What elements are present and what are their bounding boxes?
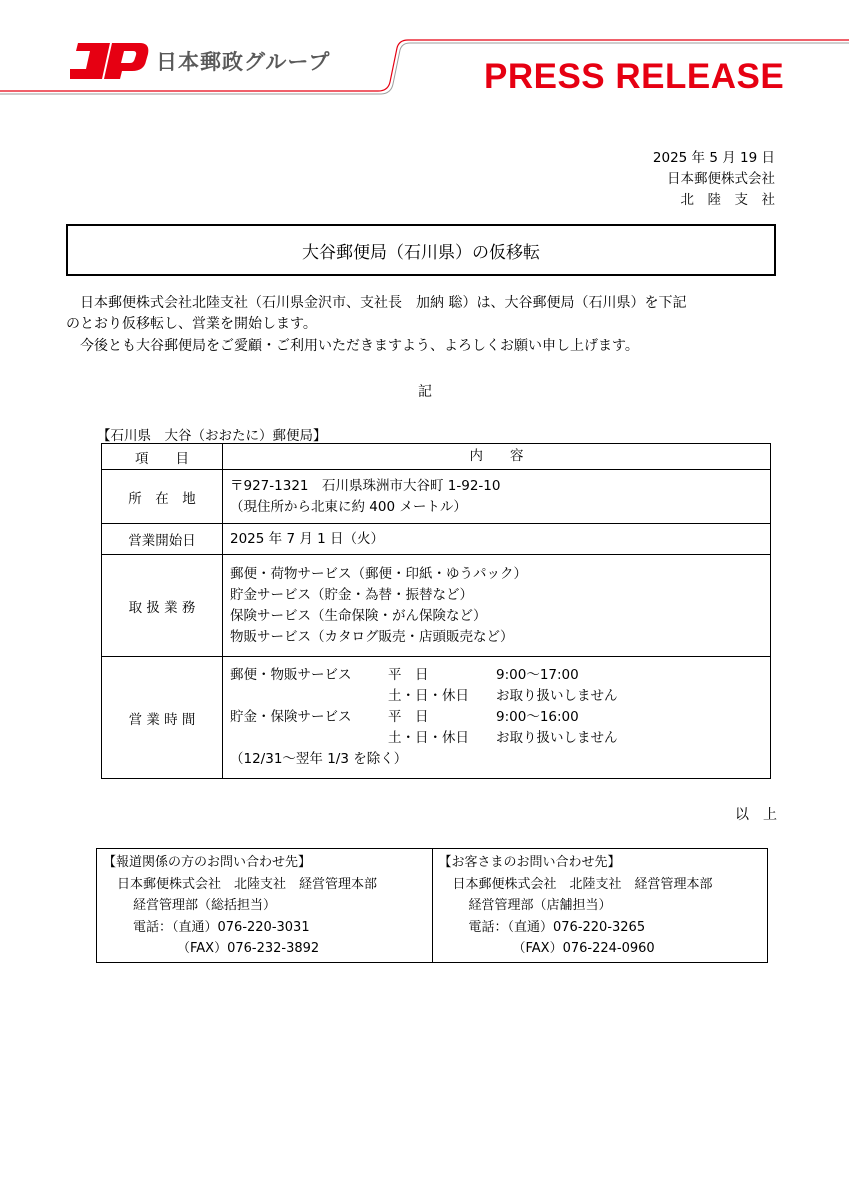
logo-text: 日本郵政グループ [156, 50, 331, 74]
contact-heading: 【報道関係の方のお問い合わせ先】 [103, 855, 312, 870]
ki-mark: 記 [418, 384, 432, 400]
hours-service: 郵便・物販サービス [230, 667, 352, 683]
header-item: 項 目 [102, 444, 223, 470]
table-row-start [102, 524, 771, 555]
hours-row [230, 665, 770, 686]
contact-tel: 電話：（直通）076-220-3265 [468, 919, 646, 935]
service-item: 貯金サービス（貯金・為替・振替など） [230, 586, 473, 603]
japan-post-group-logo [66, 40, 330, 82]
hours-time: お取り扱いしません [496, 688, 618, 704]
address-note: （現住所から北東に約 400 メートル） [230, 498, 467, 515]
document-title [66, 224, 776, 276]
body-line-3: 今後とも大谷郵便局をご愛顧・ご利用いただきますよう、よろしくお願い申し上げます。 [80, 338, 639, 354]
contact-fax: （FAX）076-224-0960 [512, 941, 655, 956]
table-caption: 【石川県 大谷（おおたに）郵便局】 [97, 428, 327, 444]
contact-dept: 経営管理部（総括担当） [133, 898, 277, 913]
document-title-text: 大谷郵便局（石川県）の仮移転 [302, 242, 540, 263]
service-item: 郵便・荷物サービス（郵便・印紙・ゆうパック） [230, 565, 527, 582]
label-address: 所 在 地 [102, 470, 223, 524]
table-header-row [102, 444, 771, 470]
contact-dept: 経営管理部（店舗担当） [468, 898, 612, 913]
contact-press [97, 849, 432, 962]
hours-time: お取り扱いしません [496, 730, 618, 746]
branch-name: 北 陸 支 社 [680, 192, 775, 208]
address-line: 〒927-1321 石川県珠洲市大谷町 1-92-10 [230, 477, 501, 494]
contact-org: 日本郵便株式会社 北陸支社 経営管理本部 [117, 876, 378, 892]
hours-time: 9:00～17:00 [496, 667, 579, 683]
service-item: 保険サービス（生命保険・がん保険など） [230, 607, 487, 624]
hours-day: 土・日・休日 [388, 730, 469, 746]
table-row-hours [102, 657, 771, 779]
hours-note: （12/31～翌年 1/3 を除く） [230, 751, 408, 767]
header-content: 内 容 [223, 444, 771, 470]
label-services: 取 扱 業 務 [102, 555, 223, 657]
label-start-date: 営業開始日 [102, 524, 223, 555]
label-hours: 営 業 時 間 [102, 657, 223, 779]
value-hours [223, 657, 771, 779]
value-start-date: 2025 年 7 月 1 日（火） [223, 524, 771, 555]
hours-day: 平 日 [388, 667, 429, 683]
body-line-1: 日本郵便株式会社北陸支社（石川県金沢市、支社長 加納 聡）は、大谷郵便局（石川県）を下記 [80, 295, 687, 311]
contact-org: 日本郵便株式会社 北陸支社 経営管理本部 [452, 876, 713, 892]
value-address [223, 470, 771, 524]
hours-service [230, 728, 388, 749]
value-services [223, 555, 771, 657]
table-row-services [102, 555, 771, 657]
contact-fax: （FAX）076-232-3892 [177, 941, 320, 956]
contact-tel: 電話：（直通）076-220-3031 [133, 919, 310, 935]
hours-service: 貯金・保険サービス [230, 709, 352, 725]
table-row-address [102, 470, 771, 524]
body-line-2: のとおり仮移転し、営業を開始します。 [66, 316, 317, 332]
release-date: 2025 年 5 月 19 日 [652, 150, 775, 166]
contact-boxes [96, 848, 768, 963]
contact-heading: 【お客さまのお問い合わせ先】 [438, 855, 621, 870]
hours-row [230, 707, 770, 728]
closing-mark: 以 上 [735, 807, 777, 823]
hours-row [230, 728, 770, 749]
service-item: 物販サービス（カタログ販売・店頭販売など） [230, 628, 514, 645]
post-office-info-table [101, 443, 771, 779]
jp-logo-icon [66, 41, 150, 81]
contact-customer [432, 849, 768, 962]
press-release-title: PRESS RELEASE [484, 57, 785, 96]
company-name: 日本郵便株式会社 [667, 171, 775, 187]
hours-row [230, 686, 770, 707]
hours-time: 9:00～16:00 [496, 709, 579, 725]
hours-service [230, 686, 388, 707]
hours-day: 平 日 [388, 709, 429, 725]
hours-day: 土・日・休日 [388, 688, 469, 704]
